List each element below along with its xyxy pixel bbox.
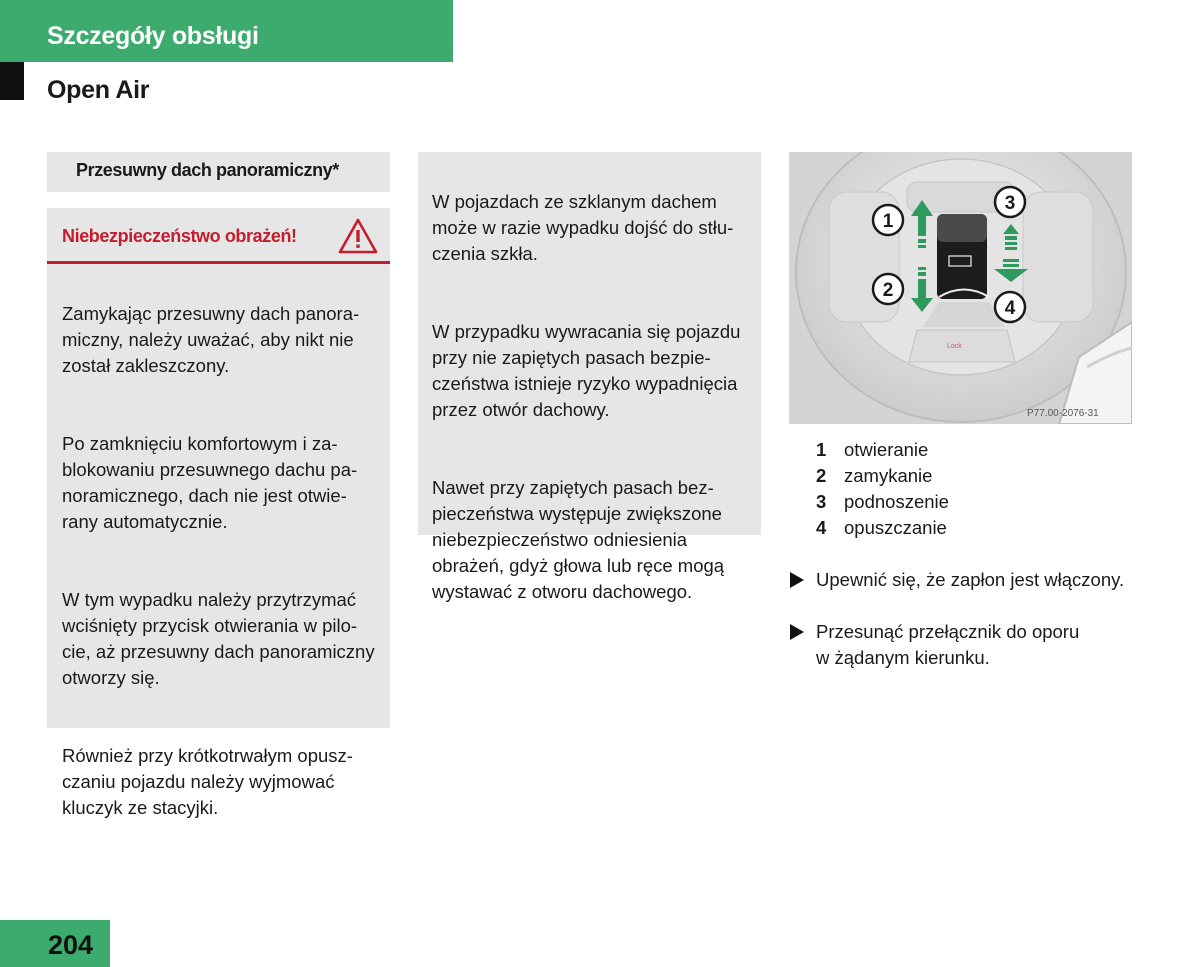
warning-triangle-icon xyxy=(337,217,379,255)
legend-label: podnoszenie xyxy=(844,491,949,512)
info-paragraph: Nawet przy zapiętych pasach bez- pieczeństwa występuje zwiększone niebezpieczeństwo odniesienia obrażeń, gdyż głowa lub ręce mogą wystawać z otworu dachowego. xyxy=(432,477,725,602)
warning-divider xyxy=(47,261,390,264)
figure-legend xyxy=(816,437,949,541)
chapter-header-bar xyxy=(0,0,453,62)
warning-text xyxy=(62,275,387,873)
info-box xyxy=(418,152,761,602)
warning-paragraph: Zamykając przesuwny dach panora- miczny, należy uważać, aby nikt nie został zakleszczony. xyxy=(62,303,360,376)
warning-box xyxy=(47,208,390,818)
legend-item xyxy=(816,437,949,463)
section-title: Open Air xyxy=(47,76,150,104)
roof-switch-figure xyxy=(789,152,1132,424)
legend-number: 3 xyxy=(816,491,827,512)
warning-paragraph: W tym wypadku należy przytrzymać wciśnięty przycisk otwierania w pilo- cie, aż przesuwny dach panoramiczny otworzy się. xyxy=(62,589,375,688)
legend-number: 2 xyxy=(816,465,827,486)
page-number: 204 xyxy=(48,930,94,960)
legend-label: otwieranie xyxy=(844,439,929,460)
warning-paragraph: Również przy krótkotrwałym opusz- czaniu pojazdu należy wyjmować kluczyk ze stacyjki. xyxy=(62,745,353,818)
legend-item xyxy=(816,515,949,541)
step-arrow-icon xyxy=(790,572,804,588)
column1-heading: Przesuwny dach panoramiczny* xyxy=(47,152,390,192)
callout-4: 4 xyxy=(1004,298,1016,319)
warning-title: Niebezpieczeństwo obrażeń! xyxy=(62,226,297,246)
callout-1: 1 xyxy=(882,211,894,232)
legend-label: opuszczanie xyxy=(844,517,947,538)
legend-number: 1 xyxy=(816,439,827,460)
lock-label: Lock xyxy=(947,343,962,350)
step-text: Upewnić się, że zapłon jest włączony. xyxy=(816,569,1125,590)
info-text xyxy=(432,163,761,657)
info-paragraph: W przypadku wywracania się pojazdu przy nie zapiętych pasach bezpie- czeństwa istnieje ryzyko wypadnięcia przez otwór dachowy. xyxy=(432,321,741,420)
page-number-tab xyxy=(0,920,110,967)
info-paragraph: W pojazdach ze szklanym dachem może w razie wypadku dojść do stłu- czenia szkła. xyxy=(432,191,734,264)
legend-label: zamykanie xyxy=(844,465,933,486)
step-text: Przesunąć przełącznik do oporu w żądanym kierunku. xyxy=(816,621,1080,668)
legend-number: 4 xyxy=(816,517,827,538)
section-marker xyxy=(0,62,24,100)
chapter-title: Szczegóły obsługi xyxy=(47,22,259,50)
callout-2: 2 xyxy=(882,280,894,301)
warning-paragraph: Po zamknięciu komfortowym i za- blokowaniu przesuwnego dachu pa- noramicznego, dach nie jest otwie- rany automatycznie. xyxy=(62,433,358,532)
legend-item xyxy=(816,489,949,515)
callout-3: 3 xyxy=(1004,193,1016,214)
step-arrow-icon xyxy=(790,624,804,640)
legend-item xyxy=(816,463,949,489)
figure-code: P77.00-2076-31 xyxy=(1027,408,1099,419)
